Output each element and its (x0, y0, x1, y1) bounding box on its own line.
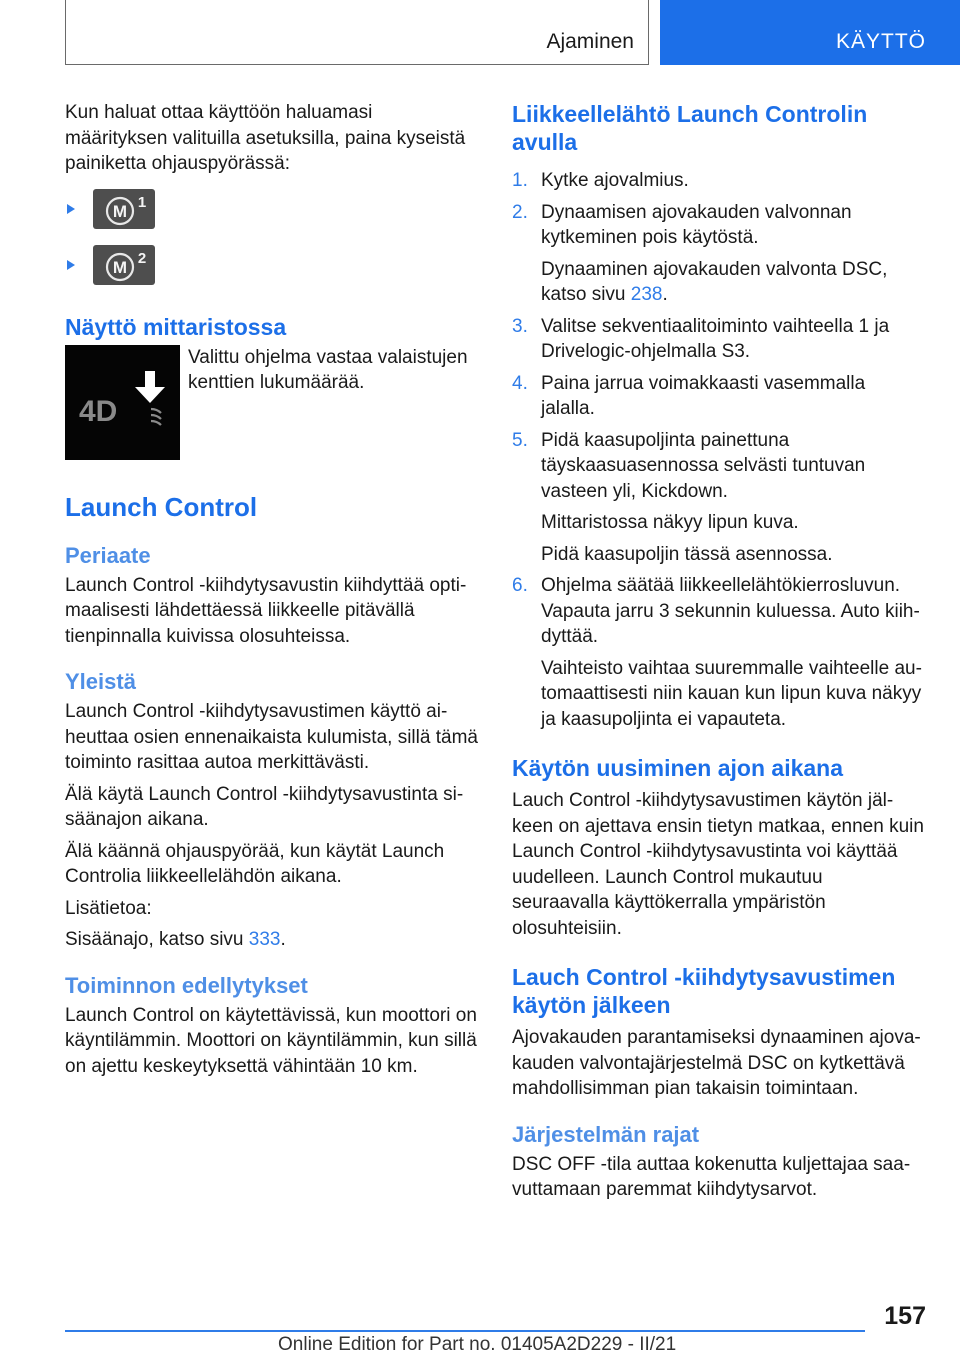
section-header (65, 0, 649, 65)
page-link-238[interactable]: 238 (630, 284, 663, 305)
footer-edition: Online Edition for Part no. 01405A2D229 - II/21 (278, 1334, 677, 1355)
left-column (65, 100, 480, 1085)
footer-divider (65, 1330, 865, 1332)
step-4: 4. Paina jarrua voimakkaasti vasemmalla jalalla. (512, 372, 866, 419)
launch-control-heading: Launch Control (65, 491, 258, 522)
yleista-paragraph-1: Launch Control -kiihdytysavustimen käyttö aiheuttaa osien ennenaikaista kulumista, sillä tämä toiminto rasittaa autoa merkittävästi. (65, 701, 478, 773)
display-mode-label: 4D (79, 394, 118, 428)
uusiminen-text: Lauch Control -kiihdytysavustimen käytön jälkeen on ajettava ensin tietyn matkaa, ennen kuin Launch Control -kiihdytysavustinta voi käyttää uudelleen. Launch Control mukautuu seuraavalla käyttökerralla ympäristön olosuhteisiin. (512, 790, 924, 939)
display-heading: Näyttö mittaristossa (65, 313, 287, 340)
chapter-title: KÄYTTÖ (835, 30, 926, 53)
page-number: 157 (884, 1302, 926, 1330)
yleista-paragraph-2: Älä käytä Launch Control -kiihdytysavustinta sisäänajon aikana. (65, 783, 464, 830)
yleista-heading: Yleistä (65, 669, 136, 694)
intro-text: Kun haluat ottaa käyttöön haluamasi määrityksen valituilla asetuksilla, paina kyseistä painiketta ohjauspyörässä: (65, 102, 466, 174)
m1-button-row (65, 189, 480, 229)
m2-superscript: 2 (137, 249, 147, 267)
m1-letter: M (112, 201, 128, 221)
display-block (65, 345, 480, 460)
yleista-paragraph-3: Älä käännä ohjauspyörää, kun käytät Launch Controlia liikkeellelähdön aikana. (65, 840, 445, 887)
periaate-heading: Periaate (65, 542, 151, 568)
liikkeelle-heading: Liikkeellelähtö Launch Controlin avulla (512, 101, 868, 155)
chapter-header (660, 0, 960, 65)
m2-button-row (65, 245, 480, 285)
section-title: Ajaminen (546, 30, 634, 53)
m1-superscript: 1 (137, 193, 147, 211)
sisaanajo-reference: Sisäänajo, katso sivu 333. (65, 929, 286, 950)
m1-button-icon (93, 189, 155, 229)
steps-list (512, 168, 924, 732)
page-link-333[interactable]: 333 (248, 929, 281, 950)
m2-button-icon (93, 245, 155, 285)
lisatietoa-label: Lisätietoa: (65, 897, 152, 919)
step-6: 6. Ohjelma säätää liikkeellelähtökierrosluvun. Vapauta jarru 3 sekunnin kuluessa. Auto kiihdyttää. Vaihteisto vaihtaa suuremmalle vaihteelle automaattisesti niin kauan kun lipun kuva näkyy ja kaasupoljinta ei vapauteta. (512, 575, 922, 730)
gear-display-icon (65, 345, 180, 460)
toiminnon-text: Launch Control on käytettävissä, kun moottori on käyntilämmin. Moottori on käyntilämmin, kun sillä on ajettu keskeytyksettä vähintään 10 km. (65, 1004, 477, 1077)
bullet-triangle-icon (67, 260, 75, 270)
toiminnon-heading: Toiminnon edellytykset (65, 972, 308, 998)
sisaanajo-text: Sisäänajo, katso sivu (65, 929, 249, 950)
rajat-text: DSC OFF -tila auttaa kokenutta kuljettajaa saavuttamaan paremmat kiihdytysarvot. (512, 1153, 911, 1200)
bullet-triangle-icon (67, 204, 75, 214)
step-2: 2. Dynaamisen ajovakauden valvonnan kytkeminen pois käytöstä. Dynaaminen ajovakauden valvonta DSC, katso sivu 238. (512, 201, 888, 305)
periaate-text: Launch Control -kiihdytysavustin kiihdyttää optimaalisesti lähdettäessä liikkeelle pitävällä tienpinnalla kuivissa olosuhteissa. (65, 574, 467, 647)
step-1: 1. Kytke ajovalmius. (512, 170, 689, 191)
jalkeen-heading: Lauch Control -kiihdytysavustimen käytön jälkeen (512, 964, 896, 1018)
step-5: 5. Pidä kaasupoljinta painettuna täyskaasuasennossa selvästi tuntuvan vasteen yli, Kickdown. Mittaristossa näkyy lipun kuva. Pidä kaasupoljin tässä asennossa. (512, 429, 866, 565)
m2-letter: M (112, 257, 128, 277)
rajat-heading: Järjestelmän rajat (512, 1121, 700, 1147)
step-3: 3. Valitse sekventiaalitoiminto vaihteella 1 ja Drivelogic-ohjelmalla S3. (512, 315, 890, 362)
uusiminen-heading: Käytön uusiminen ajon aikana (512, 755, 844, 781)
jalkeen-text: Ajovakauden parantamiseksi dynaaminen ajovakauden valvontajärjestelmä DSC on kytkettävä mahdollisimman pian takaisin toimintaan. (512, 1027, 921, 1099)
display-description: Valittu ohjelma vastaa valaistujen kenttien lukumäärää. (188, 346, 468, 393)
right-column (512, 100, 924, 1209)
